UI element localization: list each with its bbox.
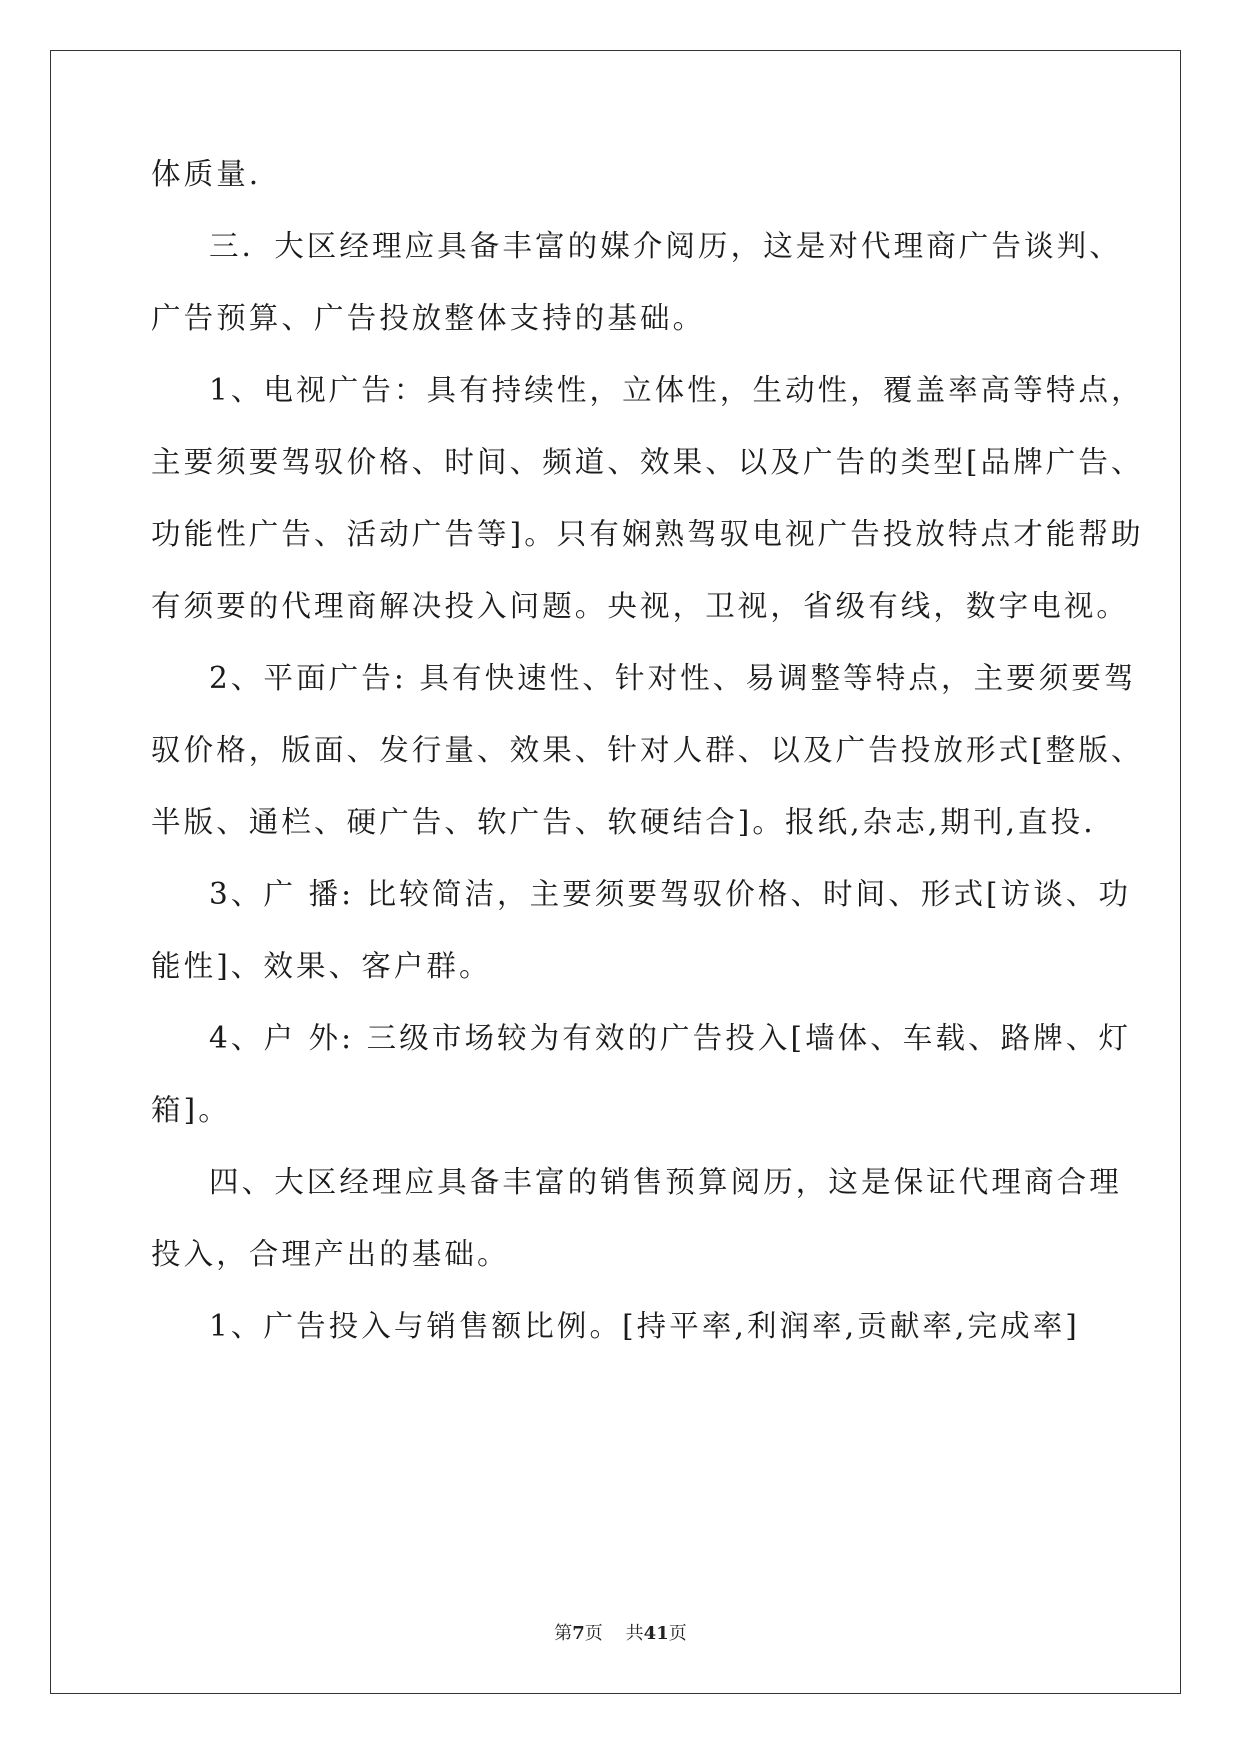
- paragraph-line: 箱]。: [151, 1093, 231, 1127]
- paragraph-line: 三．大区经理应具备丰富的媒介阅历，这是对代理商广告谈判、: [209, 229, 1122, 263]
- footer-total-number: 41: [643, 1623, 669, 1644]
- paragraph-line: 体质量.: [151, 157, 262, 191]
- paragraph-line: 四、大区经理应具备丰富的销售预算阅历，这是保证代理商合理: [209, 1165, 1122, 1199]
- paragraph-line: 有须要的代理商解决投入问题。央视，卫视，省级有线，数字电视。: [151, 589, 1130, 623]
- footer-page-prefix: 第: [554, 1623, 573, 1644]
- paragraph-line: 功能性广告、活动广告等]。只有娴熟驾驭电视广告投放特点才能帮助: [151, 517, 1144, 551]
- paragraph-line: 2、平面广告: 具有快速性、针对性、易调整等特点，主要须要驾: [209, 661, 1137, 695]
- footer-total-prefix: 共: [625, 1623, 644, 1644]
- paragraph-line: 能性]、效果、客户群。: [151, 949, 492, 983]
- paragraph-line: 主要须要驾驭价格、时间、频道、效果、以及广告的类型[品牌广告、: [151, 445, 1144, 479]
- paragraph-line: 广告预算、广告投放整体支持的基础。: [151, 301, 706, 335]
- page-footer: [0, 1625, 1241, 1643]
- footer-page-number: 7: [572, 1623, 585, 1644]
- footer-total-suffix: 页: [668, 1623, 687, 1644]
- paragraph-line: 驭价格，版面、发行量、效果、针对人群、以及广告投放形式[整版、: [151, 733, 1144, 767]
- paragraph-line: 4、户 外: 三级市场较为有效的广告投入[墙体、车载、路牌、灯: [209, 1021, 1132, 1055]
- paragraph-line: 半版、通栏、硬广告、软广告、软硬结合]。报纸,杂志,期刊,直投.: [151, 805, 1096, 839]
- paragraph-line: 1、电视广告：具有持续性，立体性，生动性，覆盖率高等特点，: [209, 373, 1144, 407]
- footer-page-suffix: 页: [584, 1623, 603, 1644]
- page-border: [50, 50, 1181, 1694]
- paragraph-line: 投入，合理产出的基础。: [151, 1237, 510, 1271]
- paragraph-line: 3、广 播: 比较简洁，主要须要驾驭价格、时间、形式[访谈、功: [209, 877, 1132, 911]
- paragraph-line: 1、广告投入与销售额比例。[持平率,利润率,贡献率,完成率]: [209, 1309, 1080, 1343]
